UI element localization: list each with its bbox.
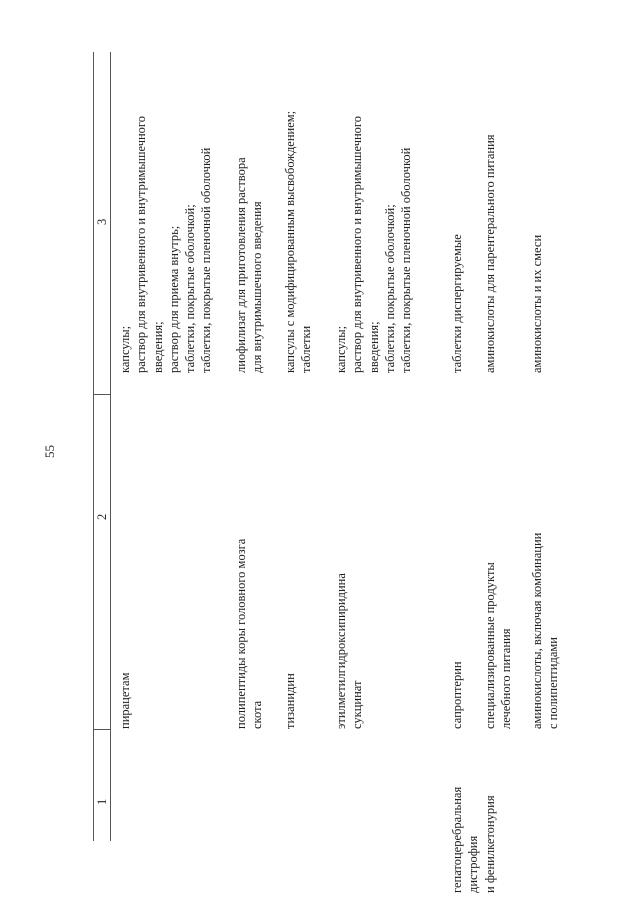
table-cell-col2	[333, 573, 366, 729]
cell-line: тизанидин	[283, 673, 297, 729]
column-header-2: 2	[95, 513, 109, 520]
column-header-1: 1	[95, 798, 109, 805]
cell-line: гепатоцеребральная	[450, 786, 464, 893]
table-top-rule	[93, 52, 94, 841]
cell-line: аминокислоты, включая комбинации	[530, 532, 544, 729]
page-number: 55	[42, 445, 57, 458]
table-cell-col1	[449, 787, 498, 893]
cell-line: таблетки, покрытые пленочной оболочкой	[399, 147, 414, 373]
cell-line: специализированные продукты	[483, 562, 497, 729]
cell-line: раствор для внутривенного и внутримышечного	[350, 116, 365, 373]
cell-line: лечебного питания	[499, 628, 514, 729]
cell-line: лиофилизат для приготовления раствора	[234, 157, 248, 373]
cell-line: таблетки, покрытые оболочкой;	[382, 204, 397, 373]
table-cell-col3	[117, 116, 215, 373]
table-cell-col2	[282, 673, 298, 729]
cell-line: таблетки диспергируемые	[450, 234, 464, 373]
table-cell-col3	[449, 234, 465, 373]
cell-line: аминокислоты для парентерального питания	[483, 134, 497, 373]
cell-line: введения;	[366, 321, 381, 373]
table-header-rule	[110, 52, 111, 841]
cell-line: капсулы;	[334, 325, 348, 373]
cell-line: сапроптерин	[450, 661, 464, 729]
cell-line: раствор для внутривенного и внутримышечного	[134, 116, 149, 373]
cell-line: таблетки, покрытые пленочной оболочкой	[199, 147, 214, 373]
column-header-3: 3	[95, 218, 109, 225]
header-divider-1	[93, 729, 110, 730]
cell-line: таблетки, покрытые оболочкой;	[183, 204, 198, 373]
cell-line: введения;	[150, 321, 165, 373]
cell-line: и фенилкетонурия	[482, 795, 497, 893]
table-cell-col2	[449, 661, 465, 729]
table-cell-col2	[233, 539, 266, 729]
table-cell-col3	[282, 111, 315, 373]
cell-line: таблетки	[299, 325, 314, 373]
table-cell-col3	[233, 157, 266, 373]
table-cell-col2	[529, 533, 562, 729]
cell-line: пирацетам	[118, 672, 132, 729]
table-cell-col2	[117, 673, 133, 730]
cell-line: с полипептидами	[546, 637, 561, 729]
cell-line: этилметилгидроксипиридина	[334, 573, 348, 729]
cell-line: дистрофия	[466, 835, 481, 893]
table-cell-col3	[529, 235, 545, 373]
cell-line: аминокислоты и их смеси	[530, 234, 544, 373]
cell-line: скота	[250, 700, 265, 729]
header-divider-2	[93, 394, 110, 395]
cell-line: раствор для приема внутрь;	[166, 225, 181, 373]
cell-line: капсулы с модифицированным высвобождением;	[283, 110, 297, 373]
cell-line: полипептиды коры головного мозга	[234, 538, 248, 729]
table-cell-col3	[482, 134, 498, 373]
cell-line: капсулы;	[118, 325, 132, 373]
table-cell-col3	[333, 116, 414, 373]
cell-line: для внутримышечного введения	[250, 201, 265, 373]
table-cell-col2	[482, 562, 515, 729]
cell-line: сукцинат	[350, 680, 365, 729]
